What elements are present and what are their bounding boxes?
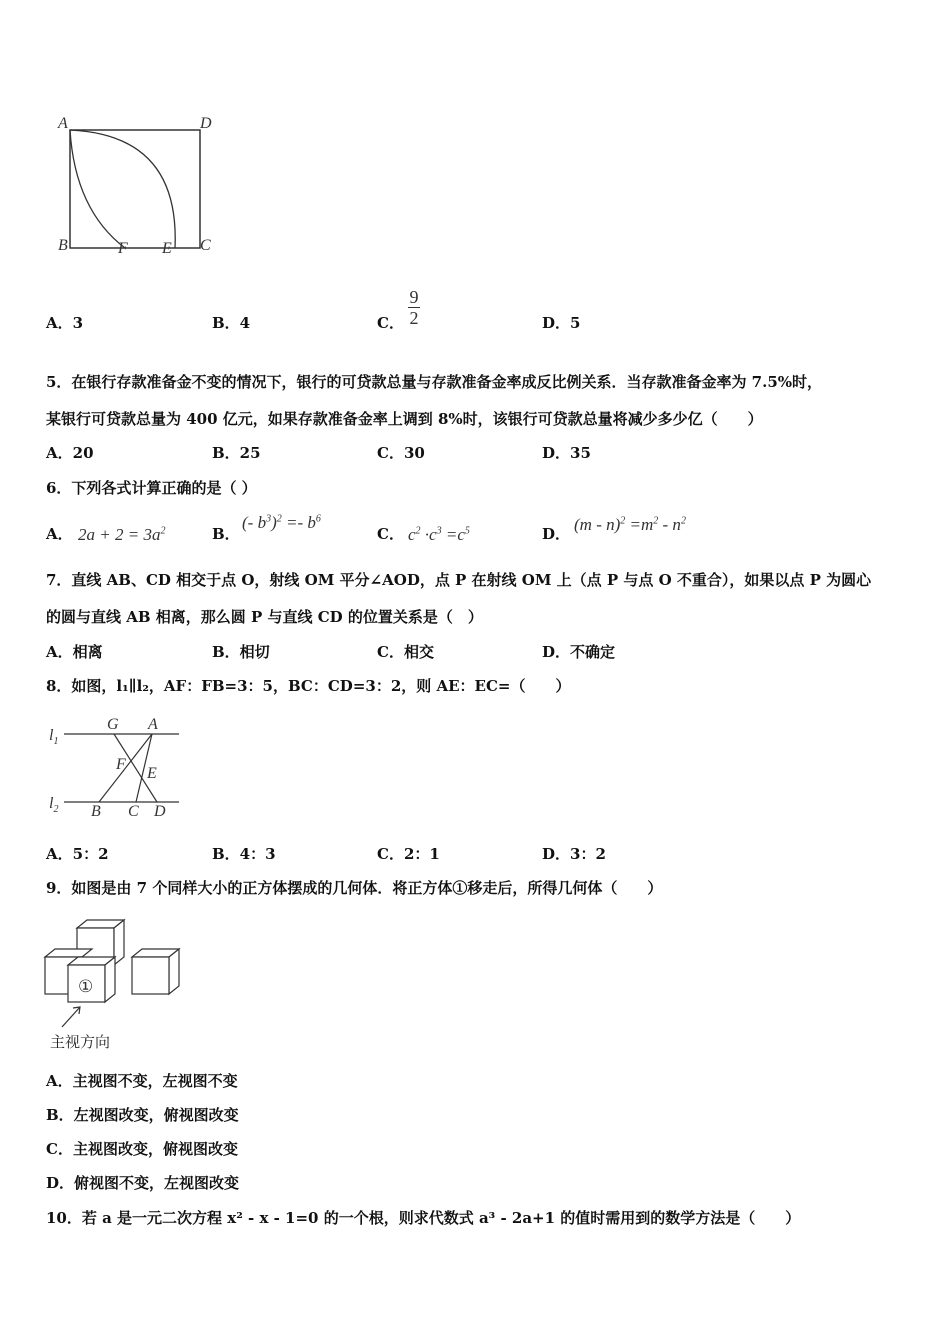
q5-option-a: A．20 bbox=[46, 444, 94, 462]
fig4-label-b: B bbox=[58, 237, 68, 254]
q6-option-a-label: A． bbox=[46, 525, 73, 543]
q4-option-c bbox=[377, 312, 404, 333]
q4-option-b: B．4 bbox=[212, 314, 251, 332]
q6-stem: 6．下列各式计算正确的是（ ） bbox=[46, 479, 257, 497]
rectangle-arc-figure bbox=[50, 110, 230, 265]
q8-label-d: D bbox=[154, 803, 166, 820]
q7-option-c: C．相交 bbox=[377, 643, 434, 661]
fig4-label-e: E bbox=[162, 240, 172, 257]
q4-fraction-denominator: 2 bbox=[409, 308, 419, 328]
q8-label-l2: $l_2$ bbox=[49, 795, 59, 815]
q8-label-b: B bbox=[91, 803, 101, 820]
q5-stem-line2: 某银行可贷款总量为 400 亿元，如果存款准备金率上调到 8%时，该银行可贷款总量将减少多少亿（ ） bbox=[46, 410, 763, 428]
q10-stem: 10．若 a 是一元二次方程 x² - x - 1=0 的一个根，则求代数式 a³ - 2a+1 的值时需用到的数学方法是（ ） bbox=[46, 1209, 801, 1227]
q5-stem-line1: 5．在银行存款准备金不变的情况下，银行的可贷款总量与存款准备金率成反比例关系．当存款准备金率为 7.5%时， bbox=[46, 373, 823, 391]
view-direction-label: 主视方向 bbox=[50, 1033, 111, 1051]
q6-option-d-label: D． bbox=[542, 525, 571, 543]
fig4-label-f: F bbox=[118, 240, 128, 257]
fig4-label-d: D bbox=[200, 115, 212, 132]
q8-option-c: C．2：1 bbox=[377, 845, 440, 863]
q8-label-f: F bbox=[116, 756, 126, 773]
q8-option-d: D．3：2 bbox=[542, 845, 606, 863]
q6-option-c-label: C． bbox=[377, 525, 404, 543]
q9-option-c: C．主视图改变，俯视图改变 bbox=[46, 1140, 238, 1158]
q7-option-a: A．相离 bbox=[46, 643, 103, 661]
q8-option-a: A．5：2 bbox=[46, 845, 109, 863]
q6-option-b-expr: (- $b^3)^2 =- b^6$ bbox=[242, 513, 321, 532]
q7-option-d: D．不确定 bbox=[542, 643, 616, 661]
q6-option-b-label: B． bbox=[212, 525, 240, 543]
q8-option-b: B．4：3 bbox=[212, 845, 276, 863]
q5-option-b: B．25 bbox=[212, 444, 261, 462]
q8-label-a: A bbox=[148, 716, 158, 733]
q4-option-c-label: C． bbox=[377, 314, 404, 332]
parallel-lines-figure bbox=[44, 712, 184, 822]
q6-option-d-expr: $(m - n)^2 =m^2 - n^2$ bbox=[574, 515, 686, 534]
q5-option-c: C．30 bbox=[377, 444, 425, 462]
q9-option-a: A．主视图不变，左视图不变 bbox=[46, 1072, 238, 1090]
fig4-label-c: C bbox=[200, 237, 211, 254]
cubes-figure bbox=[40, 912, 190, 1052]
q9-option-b: B．左视图改变，俯视图改变 bbox=[46, 1106, 239, 1124]
q6-option-a-expr: $2a + 2 = 3a^2$ bbox=[78, 525, 166, 544]
q9-option-d: D．俯视图不变，左视图改变 bbox=[46, 1174, 240, 1192]
q7-stem-line2: 的圆与直线 AB 相离，那么圆 P 与直线 CD 的位置关系是（ ） bbox=[46, 608, 483, 626]
q6-option-c-expr: $c^2 \cdot c^3 =c^5$ bbox=[408, 525, 470, 544]
q7-stem-line1: 7．直线 AB、CD 相交于点 O，射线 OM 平分∠AOD，点 P 在射线 OM 上（点 P 与点 O 不重合），如果以点 P 为圆心 bbox=[46, 571, 872, 589]
q5-option-d: D．35 bbox=[542, 444, 591, 462]
q4-option-a: A．3 bbox=[46, 314, 84, 332]
q8-label-g: G bbox=[107, 716, 119, 733]
q4-fraction bbox=[408, 287, 420, 328]
q4-option-d: D．5 bbox=[542, 314, 581, 332]
q4-fraction-numerator: 9 bbox=[409, 287, 419, 307]
q7-option-b: B．相切 bbox=[212, 643, 270, 661]
q8-label-l1: $l_1$ bbox=[49, 727, 59, 747]
fig4-label-a: A bbox=[58, 115, 68, 132]
cube-one-mark: ① bbox=[78, 977, 94, 997]
q8-stem: 8．如图，l₁∥l₂，AF：FB=3：5，BC：CD=3：2，则 AE：EC=（ ） bbox=[46, 677, 571, 695]
q8-label-c: C bbox=[128, 803, 139, 820]
q8-label-e: E bbox=[147, 765, 157, 782]
q9-stem: 9．如图是由 7 个同样大小的正方体摆成的几何体．将正方体①移走后，所得几何体（ ） bbox=[46, 879, 663, 897]
